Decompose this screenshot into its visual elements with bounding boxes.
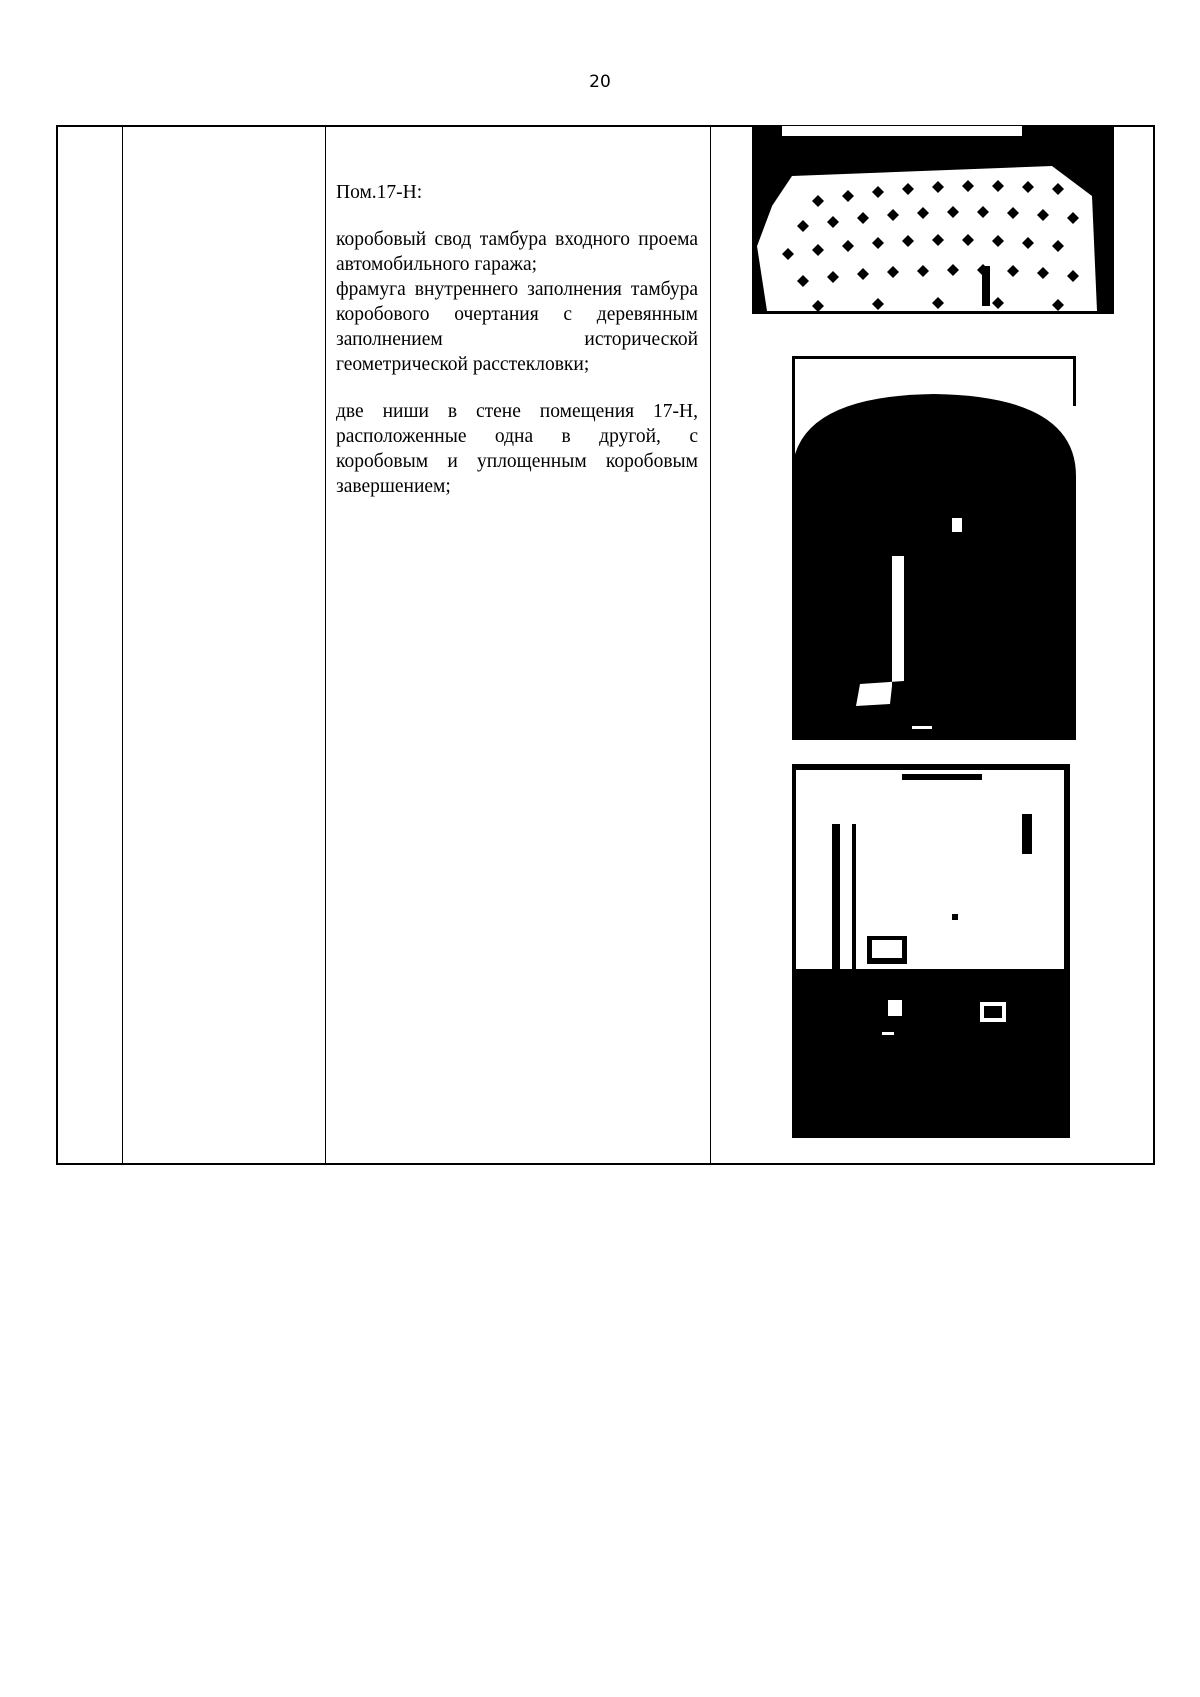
description-item-3: две ниши в стене помещения 17-Н, расположенные одна в другой, с коробовым и уплощенным коробовым завершением; [336,401,698,497]
description-item [336,399,698,499]
column-divider [325,127,326,1163]
room-heading: Пом.17-Н: [336,182,423,203]
description-item [336,227,698,377]
description-cell [336,180,698,521]
arched-vestibule-photo [792,356,1076,740]
wall-niches-image [792,764,1070,1138]
description-item-1: коробовый свод тамбура входного проема автомобильного гаража; [336,229,698,275]
arched-vestibule-image [792,356,1076,740]
transom-lattice-photo [752,126,1114,314]
column-divider [122,127,123,1163]
page-number: 20 [589,72,611,92]
wall-niches-photo [792,764,1070,1138]
description-item-2: фрамуга внутреннего заполнения тамбура коробового очертания с деревянным заполнением исторической геометрической расстекловки; [336,279,698,375]
transom-lattice-image [752,126,1114,314]
column-divider [710,127,711,1163]
